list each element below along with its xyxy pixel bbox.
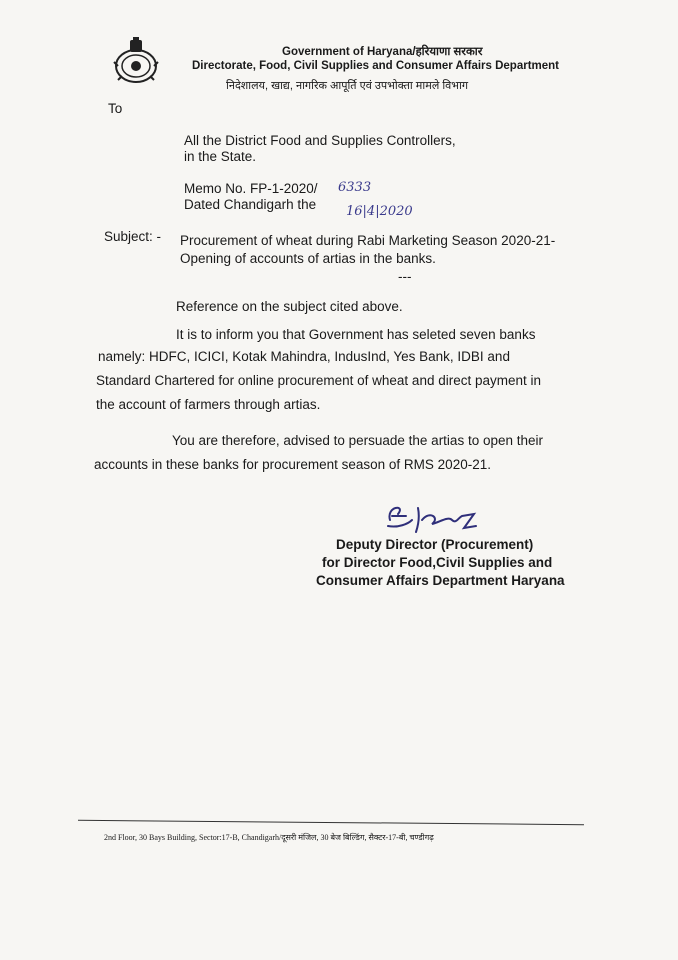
handwritten-signature: [378, 498, 488, 538]
paragraph-2-line-2: accounts in these banks for procurement season of RMS 2020-21.: [94, 457, 491, 472]
addressee-line-1: All the District Food and Supplies Controllers,: [184, 133, 456, 148]
reference-line: Reference on the subject cited above.: [176, 299, 403, 314]
paragraph-2-line-1: You are therefore, advised to persuade the artias to open their: [172, 433, 543, 448]
paragraph-1-line-2: namely: HDFC, ICICI, Kotak Mahindra, IndusInd, Yes Bank, IDBI and: [98, 349, 510, 364]
signatory-line-2: for Director Food,Civil Supplies and: [322, 555, 553, 570]
subject-label: Subject: -: [104, 229, 162, 244]
haryana-emblem-icon: [112, 36, 160, 86]
footer-divider: [78, 820, 584, 825]
footer-address: 2nd Floor, 30 Bays Building, Sector:17-B, Chandigarh/दूसरी मंजिल, 30 बेज बिल्डिंग, सैक्टर-17-बी, चण्डीगढ़: [104, 833, 434, 842]
signatory-line-1: Deputy Director (Procurement): [336, 537, 534, 552]
signatory-line-3: Consumer Affairs Department Haryana: [316, 573, 565, 588]
header-line-1: Government of Haryana/हरियाणा सरकार: [282, 46, 483, 58]
memo-number-handwritten: 6333: [338, 180, 372, 195]
subject-line-2: Opening of accounts of artias in the banks.: [180, 251, 436, 266]
header-line-3: निदेशालय, खाद्य, नागरिक आपूर्ति एवं उपभोक्ता मामले विभाग: [226, 80, 469, 92]
date-handwritten: 16|4|2020: [346, 204, 413, 219]
subject-line-1: Procurement of wheat during Rabi Marketing Season 2020-21-: [180, 233, 556, 248]
paragraph-1-line-3: Standard Chartered for online procurement of wheat and direct payment in: [96, 373, 542, 388]
memo-number-label: Memo No. FP-1-2020/: [184, 181, 318, 196]
paragraph-1-line-4: the account of farmers through artias.: [96, 397, 321, 412]
subject-separator: ---: [398, 269, 412, 284]
dated-label: Dated Chandigarh the: [184, 197, 317, 212]
to-label: To: [108, 101, 123, 116]
header-line-2: Directorate, Food, Civil Supplies and Consumer Affairs Department: [192, 60, 560, 72]
paragraph-1-line-1: It is to inform you that Government has seleted seven banks: [176, 327, 536, 342]
addressee-line-2: in the State.: [184, 149, 257, 164]
